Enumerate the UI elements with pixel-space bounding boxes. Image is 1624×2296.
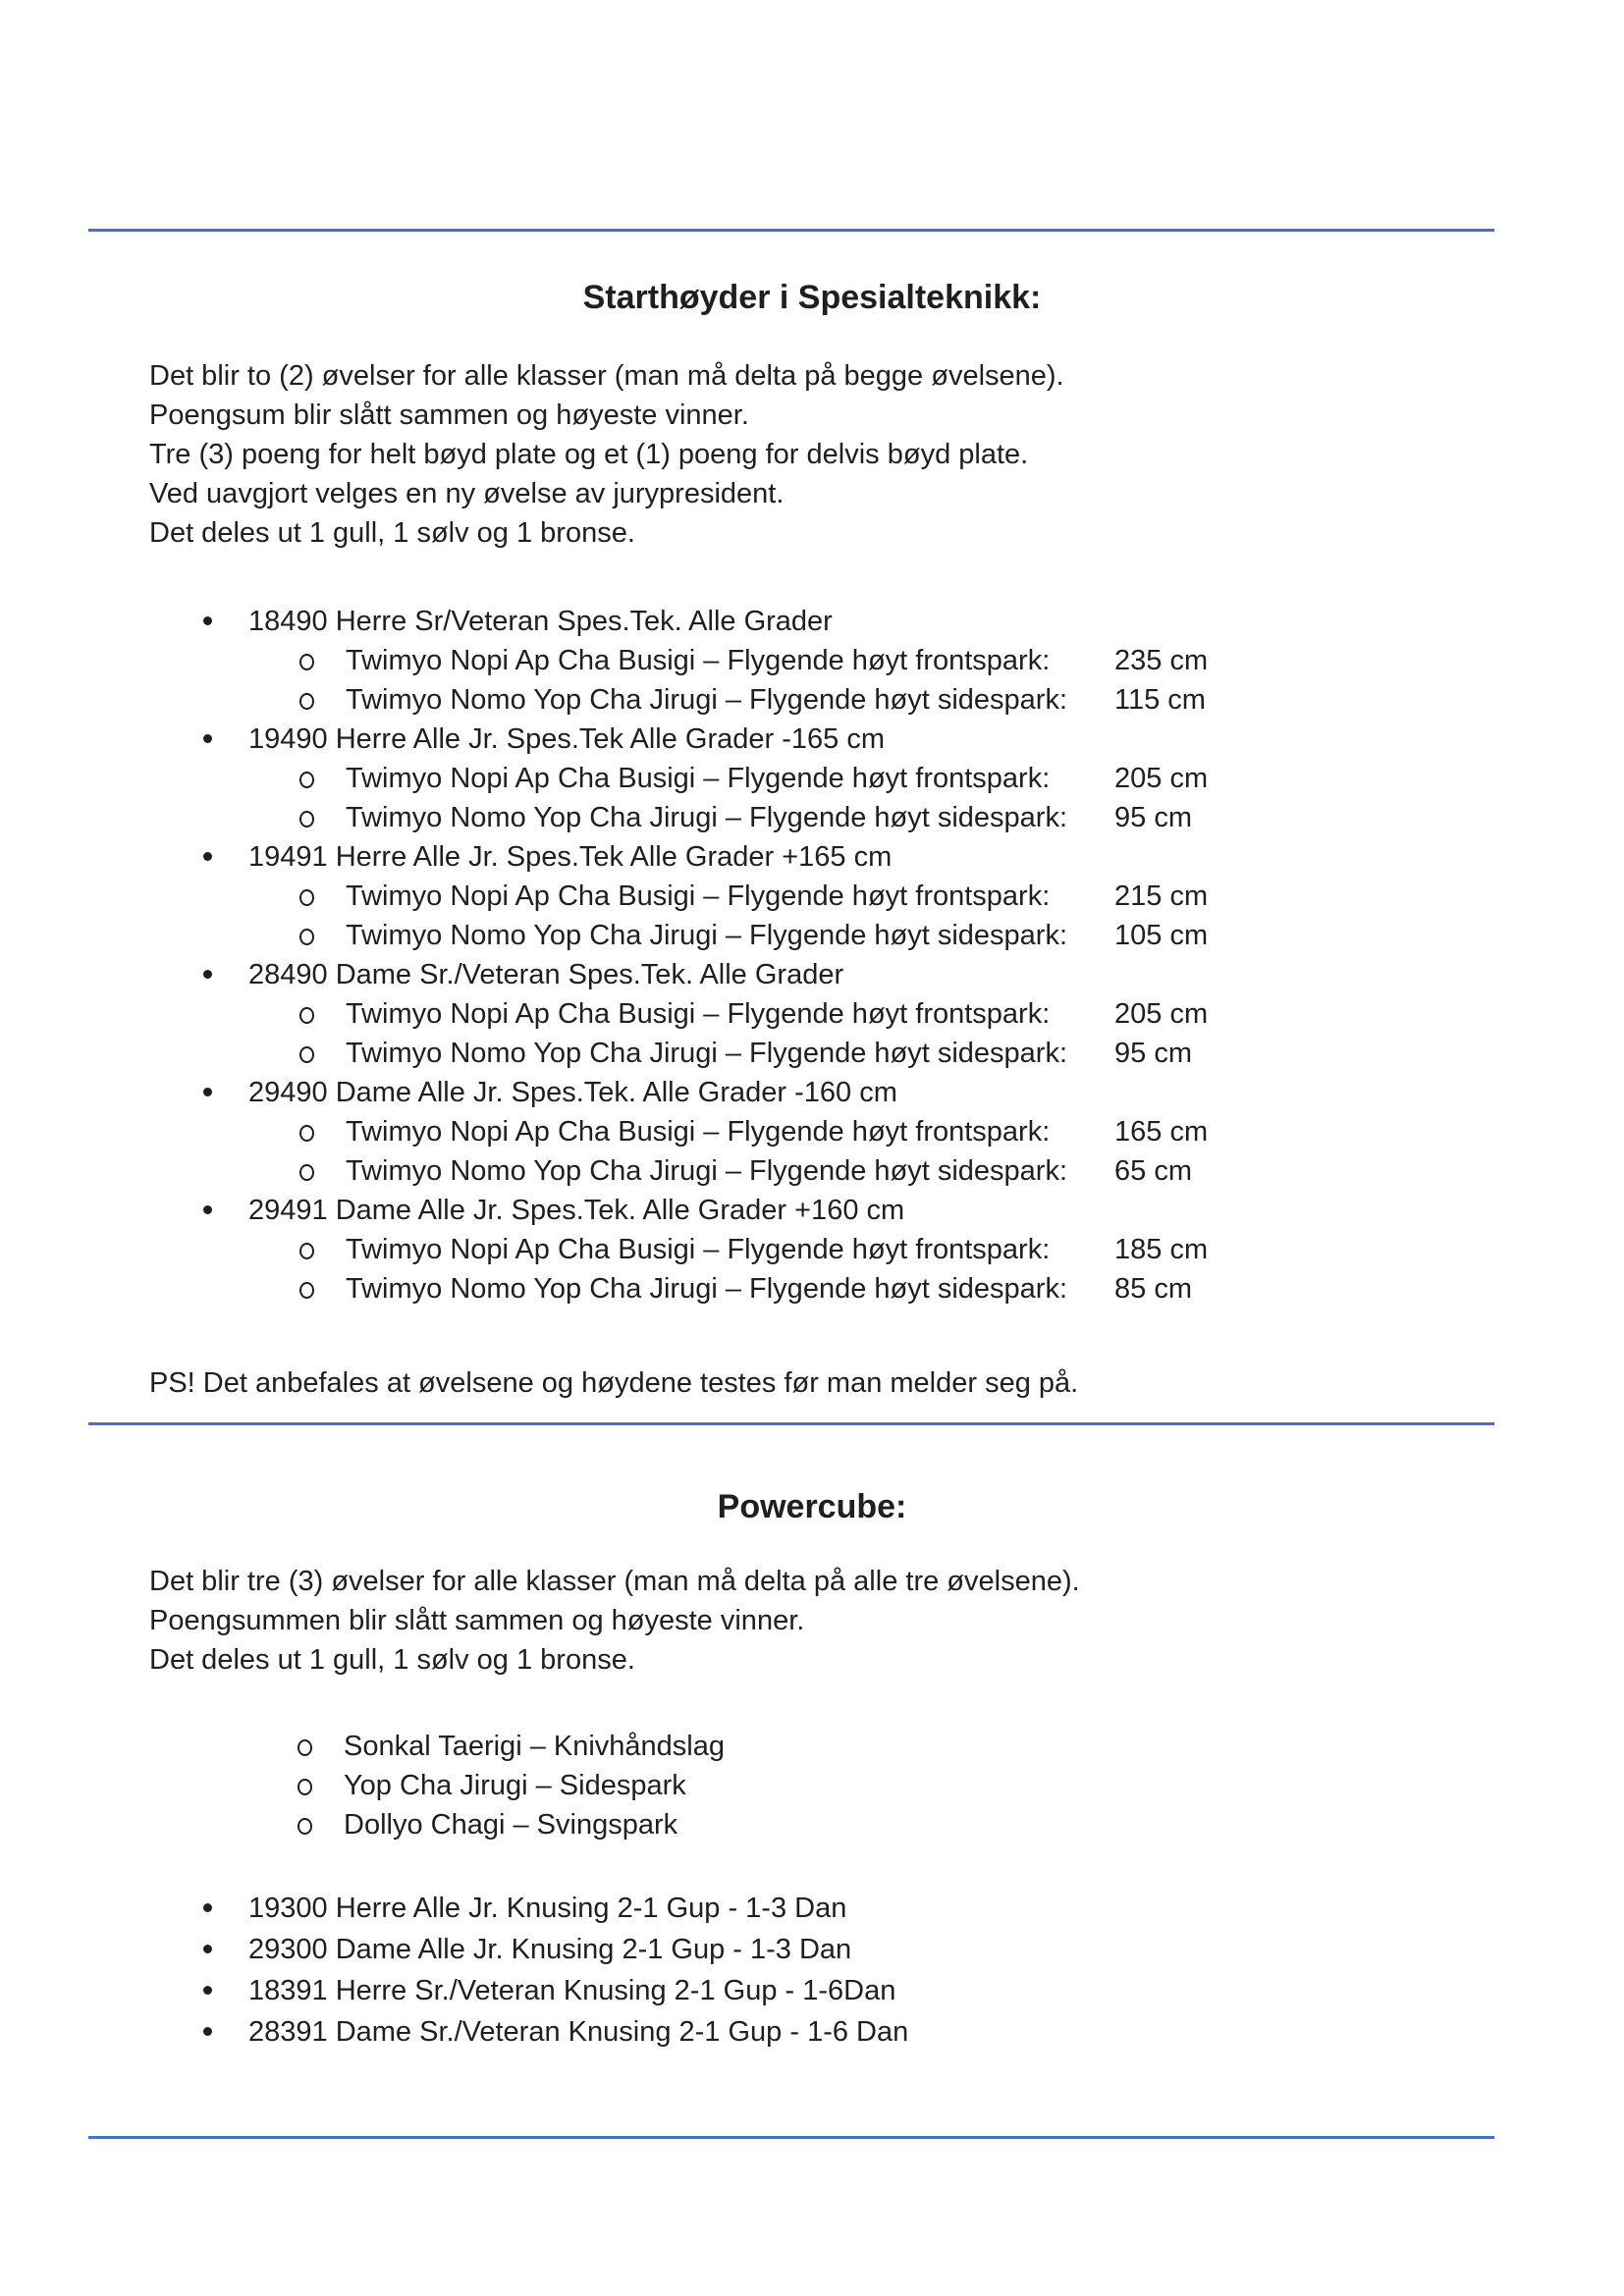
powercube-title: Powercube: [717, 1488, 907, 1525]
category-row [248, 837, 892, 877]
exercise-label: Twimyo Nopi Ap Cha Busigi – Flygende høyt frontspark: [346, 1116, 1051, 1148]
intro-line: Det deles ut 1 gull, 1 sølv og 1 bronse. [149, 1644, 635, 1676]
circle-bullet-icon [299, 1007, 314, 1024]
category-row [248, 955, 843, 994]
exercise-height: 95 cm [1114, 802, 1192, 833]
exercise-row [346, 994, 1209, 1034]
exercise-row [346, 1151, 1192, 1191]
category-row [248, 1191, 904, 1230]
circle-bullet-icon [299, 1243, 314, 1259]
exercise-row [346, 680, 1206, 720]
exercise-row [346, 1269, 1192, 1308]
powercube-exercise-row [344, 1727, 725, 1766]
intro-line: Det deles ut 1 gull, 1 sølv og 1 bronse. [149, 517, 635, 549]
class-label: 29300 Dame Alle Jr. Knusing 2-1 Gup - 1-3 Dan [248, 1934, 852, 1965]
bullet-icon [203, 1088, 212, 1096]
exercise-label: Twimyo Nomo Yop Cha Jirugi – Flygende høyt sidespark: [346, 684, 1068, 716]
class-row [248, 1930, 851, 1969]
exercise-row [346, 759, 1209, 798]
circle-bullet-icon [299, 889, 314, 906]
intro-line: Poengsummen blir slått sammen og høyeste vinner. [149, 1605, 805, 1636]
bullet-icon [203, 1986, 212, 1995]
circle-bullet-icon [298, 1818, 312, 1835]
exercise-label: Twimyo Nomo Yop Cha Jirugi – Flygende høyt sidespark: [346, 1273, 1068, 1305]
class-label: 18391 Herre Sr./Veteran Knusing 2-1 Gup - 1-6Dan [248, 1975, 896, 2006]
exercise-height: 235 cm [1114, 645, 1209, 676]
powercube-exercise-label: Yop Cha Jirugi – Sidespark [344, 1770, 686, 1801]
category-title: 29490 Dame Alle Jr. Spes.Tek. Alle Grader -160 cm [248, 1077, 897, 1108]
section-divider-bottom [88, 2136, 1494, 2139]
category-title: 19490 Herre Alle Jr. Spes.Tek Alle Grader -165 cm [248, 723, 885, 755]
circle-bullet-icon [299, 929, 314, 945]
exercise-height: 165 cm [1114, 1116, 1209, 1148]
powercube-exercise-row [344, 1805, 677, 1844]
circle-bullet-icon [299, 654, 314, 670]
circle-bullet-icon [299, 1125, 314, 1142]
section-divider-middle [88, 1422, 1494, 1425]
exercise-height: 115 cm [1114, 684, 1206, 716]
exercise-label: Twimyo Nopi Ap Cha Busigi – Flygende høyt frontspark: [346, 645, 1051, 676]
exercise-label: Twimyo Nopi Ap Cha Busigi – Flygende høyt frontspark: [346, 881, 1051, 912]
exercise-label: Twimyo Nomo Yop Cha Jirugi – Flygende høyt sidespark: [346, 1155, 1068, 1187]
category-row [248, 1073, 897, 1112]
class-row [248, 2012, 908, 2052]
circle-bullet-icon [299, 1046, 314, 1063]
exercise-row [346, 641, 1209, 680]
bullet-icon [203, 852, 212, 861]
exercise-label: Twimyo Nopi Ap Cha Busigi – Flygende høyt frontspark: [346, 1234, 1051, 1265]
ps-note: PS! Det anbefales at øvelsene og høydene testes før man melder seg på. [149, 1367, 1079, 1399]
intro-line: Poengsum blir slått sammen og høyeste vinner. [149, 400, 749, 431]
exercise-height: 205 cm [1114, 998, 1209, 1030]
circle-bullet-icon [299, 1164, 314, 1181]
exercise-row [346, 1112, 1209, 1151]
exercise-height: 105 cm [1114, 920, 1209, 951]
exercise-height: 215 cm [1114, 881, 1209, 912]
exercise-label: Twimyo Nopi Ap Cha Busigi – Flygende høyt frontspark: [346, 998, 1051, 1030]
class-label: 28391 Dame Sr./Veteran Knusing 2-1 Gup - 1-6 Dan [248, 2016, 909, 2048]
powercube-exercise-label: Sonkal Taerigi – Knivhåndslag [344, 1731, 726, 1762]
bullet-icon [203, 2027, 212, 2036]
section-divider-top [88, 229, 1494, 232]
category-title: 19491 Herre Alle Jr. Spes.Tek Alle Grader +165 cm [248, 841, 893, 873]
exercise-height: 205 cm [1114, 763, 1209, 794]
intro-line: Ved uavgjort velges en ny øvelse av jurypresident. [149, 478, 785, 509]
exercise-label: Twimyo Nomo Yop Cha Jirugi – Flygende høyt sidespark: [346, 920, 1068, 951]
intro-line: Det blir tre (3) øvelser for alle klasser (man må delta på alle tre øvelsene). [149, 1566, 1080, 1597]
class-row [248, 1971, 895, 2010]
exercise-row [346, 877, 1209, 916]
bullet-icon [203, 1205, 212, 1214]
bullet-icon [203, 1945, 212, 1953]
powercube-exercise-row [344, 1766, 686, 1805]
circle-bullet-icon [299, 772, 314, 788]
circle-bullet-icon [299, 693, 314, 710]
powercube-exercise-label: Dollyo Chagi – Svingspark [344, 1809, 678, 1841]
exercise-height: 185 cm [1114, 1234, 1209, 1265]
exercise-label: Twimyo Nomo Yop Cha Jirugi – Flygende høyt sidespark: [346, 802, 1068, 833]
category-title: 29491 Dame Alle Jr. Spes.Tek. Alle Grader +160 cm [248, 1195, 905, 1226]
circle-bullet-icon [299, 1282, 314, 1299]
exercise-row [346, 916, 1209, 955]
class-label: 19300 Herre Alle Jr. Knusing 2-1 Gup - 1-3 Dan [248, 1893, 847, 1924]
category-row [248, 720, 885, 759]
category-title: 28490 Dame Sr./Veteran Spes.Tek. Alle Grader [248, 959, 844, 990]
class-row [248, 1889, 846, 1928]
exercise-height: 85 cm [1114, 1273, 1192, 1305]
bullet-icon [203, 1903, 212, 1912]
exercise-label: Twimyo Nopi Ap Cha Busigi – Flygende høyt frontspark: [346, 763, 1051, 794]
circle-bullet-icon [299, 811, 314, 828]
category-row [248, 602, 833, 641]
exercise-row [346, 1034, 1192, 1073]
spesialteknikk-title: Starthøyder i Spesialteknikk: [582, 279, 1042, 316]
bullet-icon [203, 970, 212, 979]
exercise-row [346, 1230, 1209, 1269]
circle-bullet-icon [298, 1779, 312, 1795]
circle-bullet-icon [298, 1739, 312, 1756]
exercise-height: 65 cm [1114, 1155, 1192, 1187]
exercise-height: 95 cm [1114, 1038, 1192, 1069]
intro-line: Det blir to (2) øvelser for alle klasser (man må delta på begge øvelsene). [149, 360, 1064, 392]
intro-line: Tre (3) poeng for helt bøyd plate og et (1) poeng for delvis bøyd plate. [149, 439, 1029, 470]
category-title: 18490 Herre Sr/Veteran Spes.Tek. Alle Grader [248, 606, 833, 637]
bullet-icon [203, 734, 212, 743]
exercise-label: Twimyo Nomo Yop Cha Jirugi – Flygende høyt sidespark: [346, 1038, 1068, 1069]
bullet-icon [203, 616, 212, 625]
exercise-row [346, 798, 1192, 837]
